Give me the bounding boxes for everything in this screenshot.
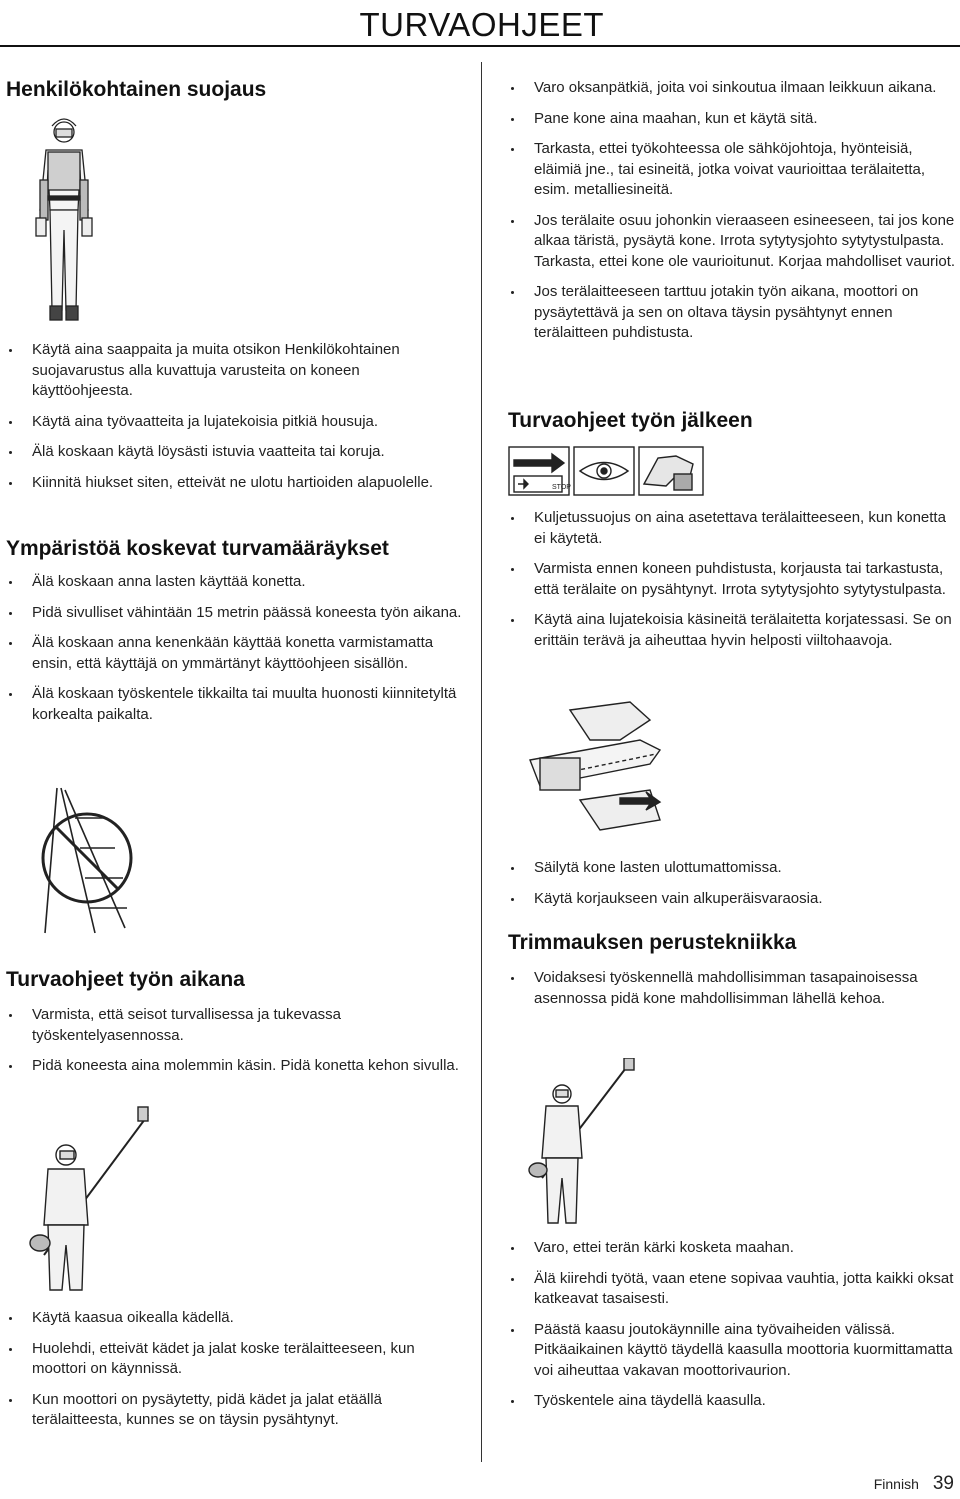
list-item: Varo oksanpätkiä, joita voi sinkoutua ilmaan leikkuun aikana.	[508, 78, 956, 99]
list-item: Varmista ennen koneen puhdistusta, korjausta tai tarkastusta, että terälaite on pysähtynyt. Irrota sytytysjohto sytytystulpasta.	[508, 559, 956, 600]
list-item: Käytä korjaukseen vain alkuperäisvaraosia.	[508, 889, 956, 910]
page-title: TURVAOHJEET	[359, 6, 604, 43]
list-item: Jos terälaite osuu johonkin vieraaseen esineeseen, tai jos kone alkaa täristä, pysäytä kone. Irrota sytytysjohto sytytystulpasta. Tarkasta, ettei kone ole vaurioitunut. Korjaa mahdolliset vauriot.	[508, 211, 956, 273]
list-item: Pidä sivulliset vähintään 15 metrin päässä koneesta työn aikana.	[6, 603, 462, 624]
after-work-symbols	[508, 446, 708, 498]
list-item: Kuljetussuojus on aina asetettava terälaitteeseen, kun konetta ei käytetä.	[508, 508, 956, 549]
no-ladder-illustration	[35, 778, 140, 938]
footer-language: Finnish	[873, 1476, 919, 1492]
trimming-list-2	[508, 1238, 956, 1412]
list-item: Huolehdi, etteivät kädet ja jalat koske terälaitteeseen, kun moottori on käynnissä.	[6, 1339, 462, 1380]
personal-protection-list	[6, 340, 462, 493]
list-item: Käytä aina saappaita ja muita otsikon Henkilökohtainen suojavarustus alla kuvattuja varusteita on koneen käyttöohjeesta.	[6, 340, 462, 402]
list-item: Pane kone aina maahan, kun et käytä sitä.	[508, 109, 956, 130]
list-item: Käytä aina lujatekoisia käsineitä terälaitetta korjatessasi. Se on erittäin terävä ja aiheuttaa hyvin helposti viiltohaavoja.	[508, 610, 956, 651]
list-item: Pidä koneesta aina molemmin käsin. Pidä konetta kehon sivulla.	[6, 1056, 462, 1077]
heading-during-work: Turvaohjeet työn aikana	[6, 968, 245, 991]
list-item: Käytä aina työvaatteita ja lujatekoisia pitkiä housuja.	[6, 412, 462, 433]
list-item: Älä koskaan anna kenenkään käyttää konetta varmistamatta ensin, että käyttäjä on ymmärtänyt käyttöohjeen sisällön.	[6, 633, 462, 674]
list-item: Päästä kaasu joutokäynnille aina työvaiheiden välissä. Pitkäaikainen käyttö täydellä kaasulla moottoria kuormittamatta voi aiheuttaa vakavan moottorivaurion.	[508, 1320, 956, 1382]
list-item: Älä kiirehdi työtä, vaan etene sopivaa vauhtia, jotta kaikki oksat katkeavat tasaisesti.	[508, 1269, 956, 1310]
list-item: Jos terälaitteeseen tarttuu jotakin työn aikana, moottori on pysäytettävä ja sen on oltava täysin pysähtynyt ennen terälaitteen puhdistusta.	[508, 282, 956, 344]
list-item: Älä koskaan anna lasten käyttää konetta.	[6, 572, 462, 593]
list-item: Älä koskaan työskentele tikkailta tai muulta huonosti kiinnitetyltä korkealta paikalta.	[6, 684, 462, 725]
list-item: Varo, ettei terän kärki kosketa maahan.	[508, 1238, 956, 1259]
list-item: Käytä kaasua oikealla kädellä.	[6, 1308, 462, 1329]
environment-safety-list	[6, 572, 462, 725]
right-top-list	[508, 78, 956, 344]
column-divider	[481, 62, 482, 1462]
trimming-posture-illustration	[520, 1058, 650, 1228]
header-rule	[0, 45, 960, 47]
chain-guard-gloves-illustration	[510, 700, 670, 840]
list-item: Tarkasta, ettei työkohteessa ole sähköjohtoja, hyönteisiä, eläimiä jne., tai esineitä, jotka voivat vaurioittaa terälaitetta, esim. metalliesineitä.	[508, 139, 956, 201]
heading-after-work: Turvaohjeet työn jälkeen	[508, 409, 753, 432]
heading-trimming-technique: Trimmauksen perustekniikka	[508, 931, 797, 954]
heading-personal-protection: Henkilökohtainen suojaus	[6, 78, 267, 101]
list-item: Kiinnitä hiukset siten, etteivät ne ulotu hartioiden alapuolelle.	[6, 473, 462, 494]
page-footer	[874, 1473, 954, 1495]
page-number: 39	[932, 1473, 954, 1494]
operator-holding-trimmer-illustration	[18, 1105, 158, 1295]
list-item: Voidaksesi työskennellä mahdollisimman tasapainoisessa asennossa pidä kone mahdollisimman lähellä kehoa.	[508, 968, 956, 1009]
list-item: Älä koskaan käytä löysästi istuvia vaatteita tai koruja.	[6, 442, 462, 463]
stop-label: STOP	[552, 484, 571, 491]
during-work-list	[6, 1005, 462, 1077]
trimming-list	[508, 968, 956, 1009]
during-work-list-2	[6, 1308, 462, 1431]
list-item: Kun moottori on pysäytetty, pidä kädet ja jalat etäällä terälaitteesta, kunnes se on täysin pysähtynyt.	[6, 1390, 462, 1431]
after-work-list	[508, 508, 956, 651]
protective-gear-person-illustration	[22, 110, 106, 325]
list-item: Työskentele aina täydellä kaasulla.	[508, 1391, 956, 1412]
heading-environment-safety: Ympäristöä koskevat turvamääräykset	[6, 537, 389, 560]
list-item: Varmista, että seisot turvallisessa ja tukevassa työskentelyasennossa.	[6, 1005, 462, 1046]
after-work-list-2	[508, 858, 956, 909]
list-item: Säilytä kone lasten ulottumattomissa.	[508, 858, 956, 879]
